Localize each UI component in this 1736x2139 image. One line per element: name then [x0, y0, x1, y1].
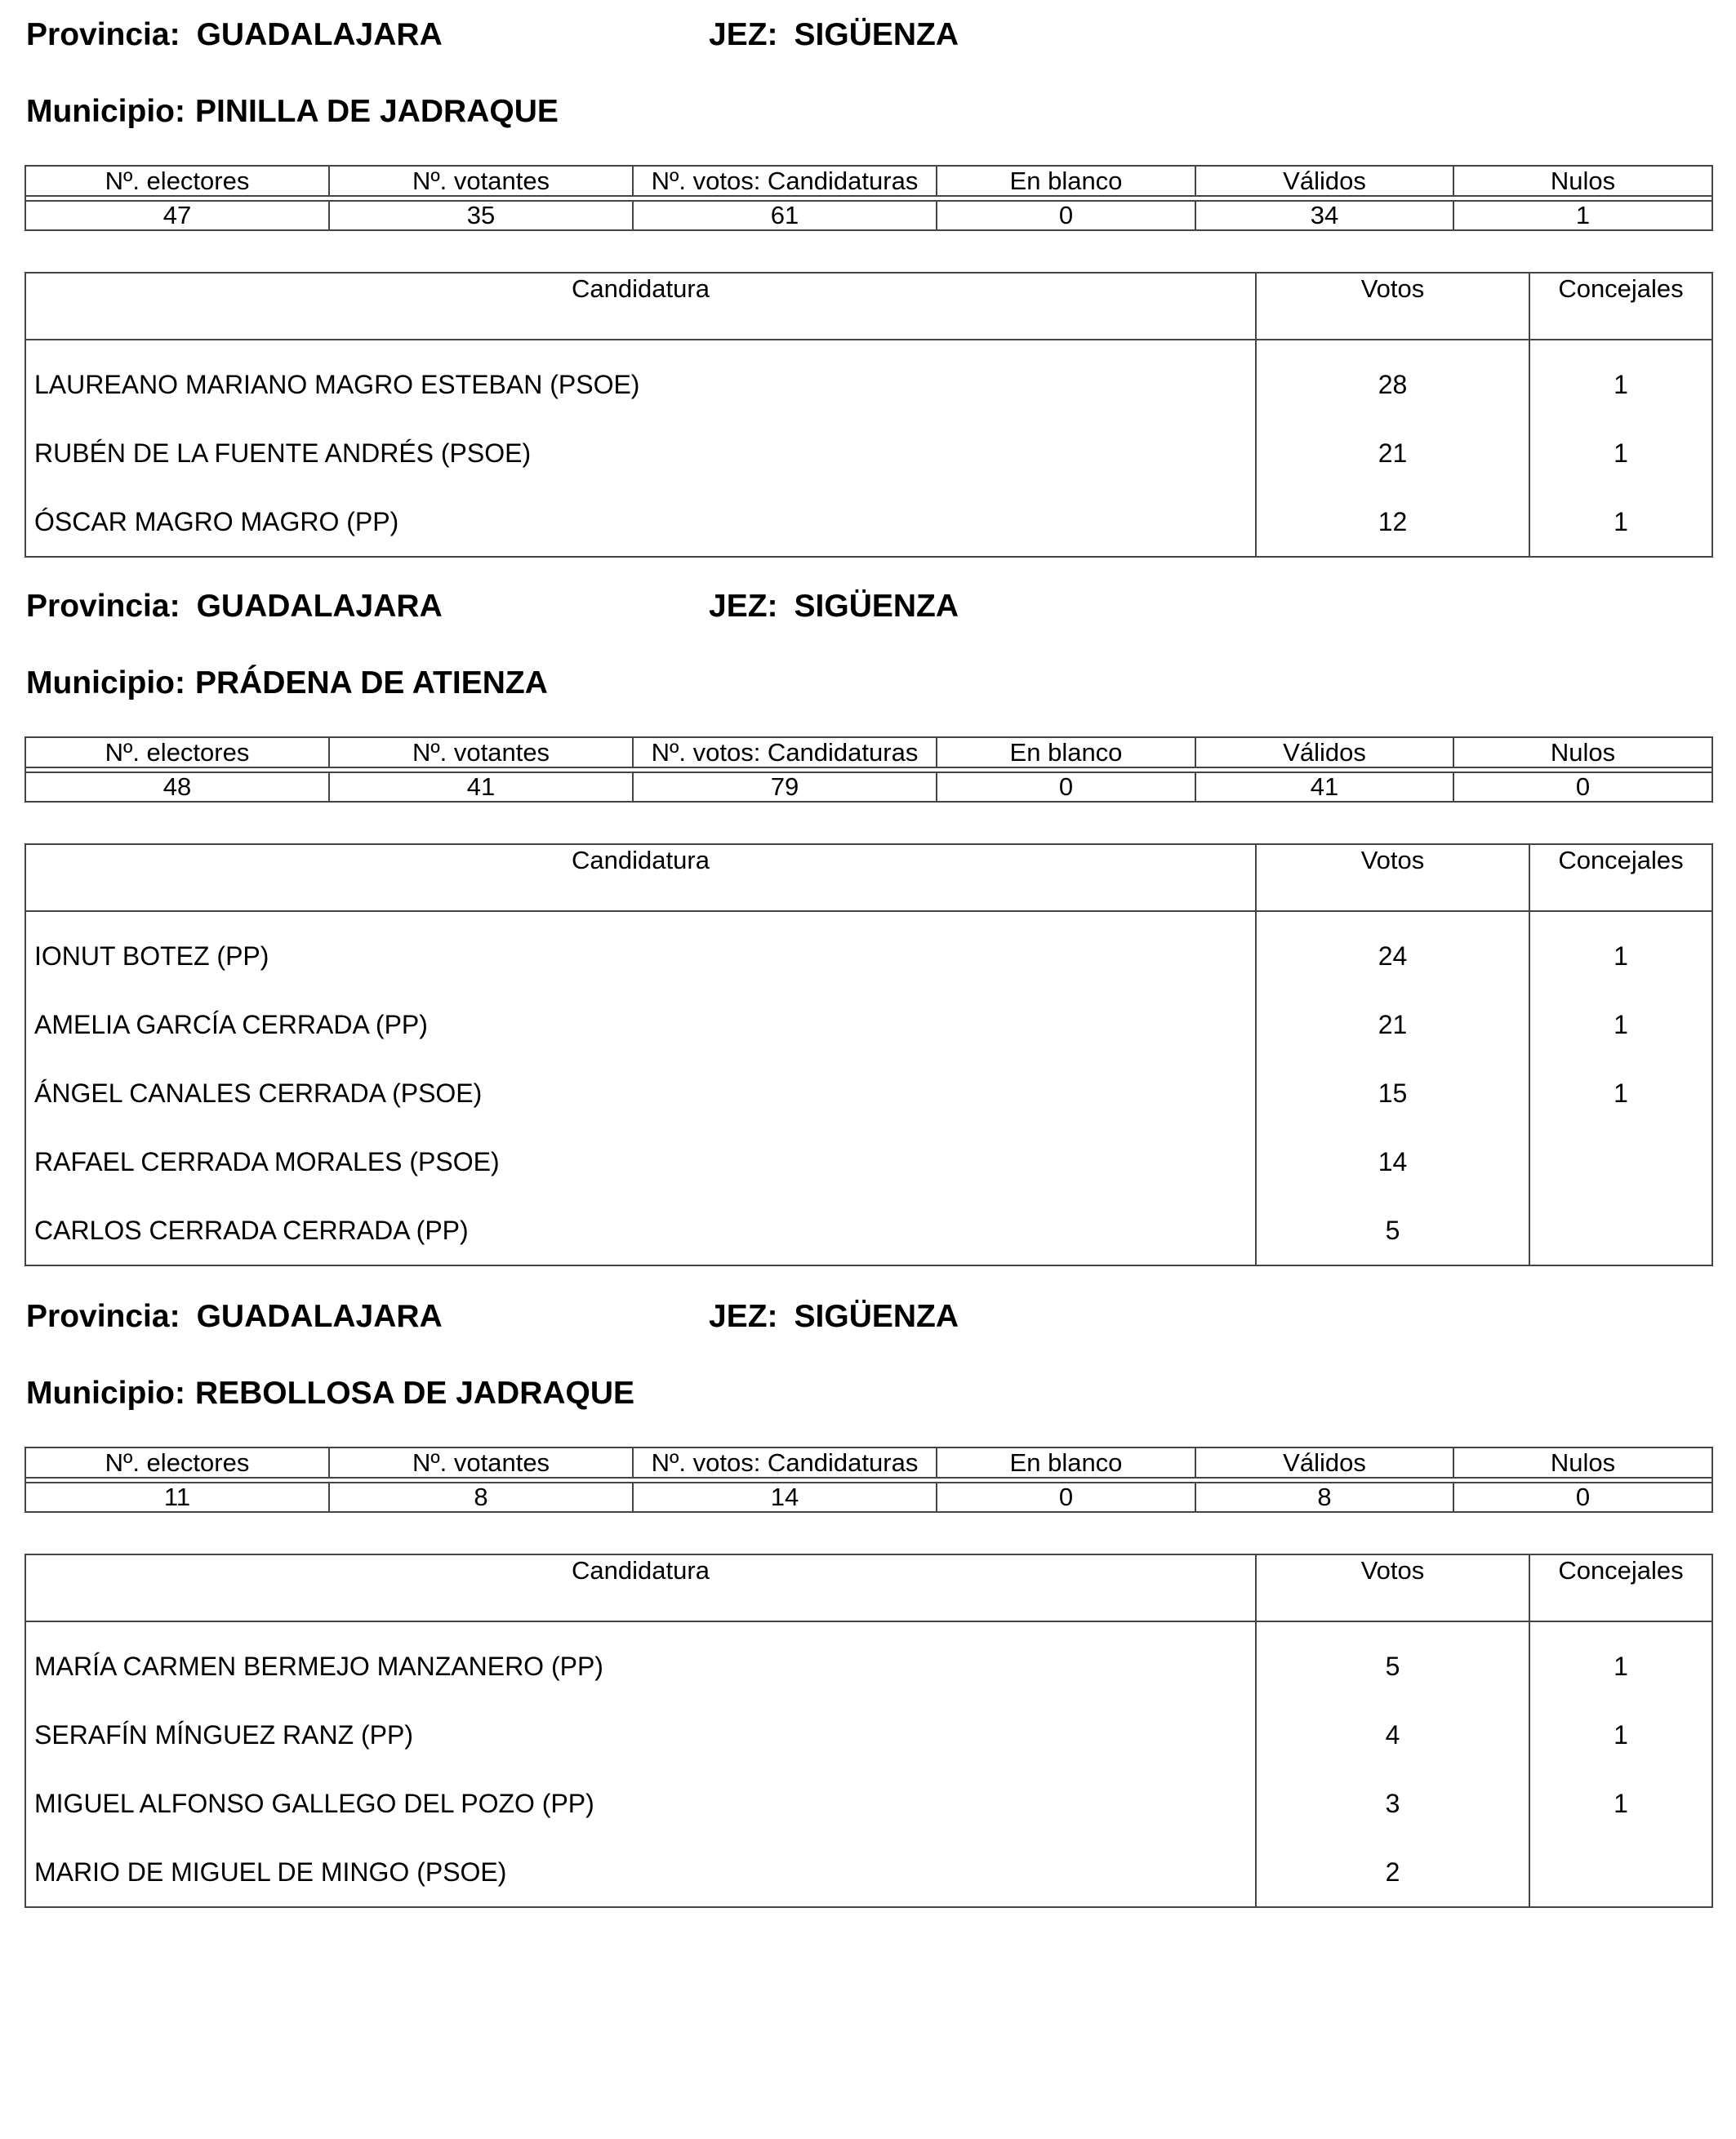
candidate-name: SERAFÍN MÍNGUEZ RANZ (PP)	[25, 1701, 1256, 1769]
municipio-label: Municipio:	[26, 1376, 185, 1411]
provincia-value: GUADALAJARA	[196, 589, 443, 624]
value-electores: 47	[25, 201, 329, 230]
value-en-blanco: 0	[937, 201, 1195, 230]
candidate-name: AMELIA GARCÍA CERRADA (PP)	[25, 990, 1256, 1059]
municipio-value: PRÁDENA DE ATIENZA	[194, 665, 548, 700]
candidate-seats	[1529, 1838, 1712, 1907]
header-en-blanco: En blanco	[937, 737, 1195, 767]
summary-table	[24, 165, 1713, 231]
candidates-table	[24, 272, 1713, 558]
provincia-line	[26, 16, 443, 54]
header-votos: Votos	[1256, 844, 1529, 911]
jez-label: JEZ:	[709, 589, 778, 624]
value-votantes: 41	[329, 772, 633, 802]
candidate-votes: 21	[1256, 419, 1529, 487]
jez-line	[709, 588, 959, 625]
summary-table	[24, 1447, 1713, 1513]
candidate-name: IONUT BOTEZ (PP)	[25, 911, 1256, 990]
candidate-name: MARÍA CARMEN BERMEJO MANZANERO (PP)	[25, 1621, 1256, 1701]
value-nulos: 0	[1453, 772, 1712, 802]
header-validos: Válidos	[1195, 1447, 1453, 1478]
candidate-seats	[1529, 1127, 1712, 1196]
header-validos: Válidos	[1195, 737, 1453, 767]
candidate-votes: 15	[1256, 1059, 1529, 1127]
header-electores: Nº. electores	[25, 1447, 329, 1478]
candidate-seats: 1	[1529, 487, 1712, 557]
provincia-label: Provincia:	[26, 1299, 180, 1334]
value-nulos: 1	[1453, 201, 1712, 230]
municipio-line	[26, 665, 548, 702]
jez-label: JEZ:	[709, 1299, 778, 1334]
header-votos-candidaturas: Nº. votos: Candidaturas	[633, 737, 937, 767]
summary-table	[24, 736, 1713, 803]
candidate-row	[25, 1701, 1712, 1769]
provincia-line	[26, 1298, 443, 1336]
candidate-row	[25, 1127, 1712, 1196]
header-votos: Votos	[1256, 1554, 1529, 1621]
candidates-table	[24, 1554, 1713, 1908]
candidate-name: ÁNGEL CANALES CERRADA (PSOE)	[25, 1059, 1256, 1127]
header-votos: Votos	[1256, 273, 1529, 340]
header-concejales: Concejales	[1529, 273, 1712, 340]
header-validos: Válidos	[1195, 166, 1453, 196]
value-votos-candidaturas: 79	[633, 772, 937, 802]
candidate-votes: 4	[1256, 1701, 1529, 1769]
header-en-blanco: En blanco	[937, 1447, 1195, 1478]
municipio-line	[26, 93, 559, 131]
candidate-name: ÓSCAR MAGRO MAGRO (PP)	[25, 487, 1256, 557]
header-votantes: Nº. votantes	[329, 1447, 633, 1478]
candidate-row	[25, 911, 1712, 990]
header-electores: Nº. electores	[25, 737, 329, 767]
candidate-seats: 1	[1529, 1621, 1712, 1701]
candidate-row	[25, 1621, 1712, 1701]
provincia-value: GUADALAJARA	[196, 17, 443, 52]
candidate-votes: 5	[1256, 1196, 1529, 1265]
header-nulos: Nulos	[1453, 166, 1712, 196]
value-validos: 41	[1195, 772, 1453, 802]
value-en-blanco: 0	[937, 1483, 1195, 1512]
municipio-label: Municipio:	[26, 665, 185, 700]
header-en-blanco: En blanco	[937, 166, 1195, 196]
candidate-seats: 1	[1529, 1701, 1712, 1769]
candidate-seats: 1	[1529, 419, 1712, 487]
header-electores: Nº. electores	[25, 166, 329, 196]
header-nulos: Nulos	[1453, 1447, 1712, 1478]
candidate-row	[25, 990, 1712, 1059]
candidate-seats: 1	[1529, 1059, 1712, 1127]
candidate-seats: 1	[1529, 990, 1712, 1059]
provincia-label: Provincia:	[26, 17, 180, 52]
candidate-name: MIGUEL ALFONSO GALLEGO DEL POZO (PP)	[25, 1769, 1256, 1838]
header-concejales: Concejales	[1529, 1554, 1712, 1621]
jez-line	[709, 1298, 959, 1336]
municipio-value: REBOLLOSA DE JADRAQUE	[194, 1376, 635, 1411]
municipio-line	[26, 1375, 634, 1412]
value-electores: 48	[25, 772, 329, 802]
candidate-votes: 14	[1256, 1127, 1529, 1196]
value-en-blanco: 0	[937, 772, 1195, 802]
header-votantes: Nº. votantes	[329, 737, 633, 767]
header-candidatura: Candidatura	[25, 273, 1256, 340]
municipio-label: Municipio:	[26, 94, 185, 129]
candidate-seats: 1	[1529, 1769, 1712, 1838]
value-validos: 8	[1195, 1483, 1453, 1512]
value-electores: 11	[25, 1483, 329, 1512]
value-validos: 34	[1195, 201, 1453, 230]
candidate-votes: 21	[1256, 990, 1529, 1059]
candidate-row	[25, 487, 1712, 557]
header-nulos: Nulos	[1453, 737, 1712, 767]
candidate-votes: 28	[1256, 340, 1529, 419]
municipio-value: PINILLA DE JADRAQUE	[194, 94, 559, 129]
jez-value: SIGÜENZA	[794, 17, 959, 52]
candidate-votes: 5	[1256, 1621, 1529, 1701]
candidate-name: MARIO DE MIGUEL DE MINGO (PSOE)	[25, 1838, 1256, 1907]
header-votos-candidaturas: Nº. votos: Candidaturas	[633, 166, 937, 196]
candidate-name: CARLOS CERRADA CERRADA (PP)	[25, 1196, 1256, 1265]
header-concejales: Concejales	[1529, 844, 1712, 911]
candidate-seats: 1	[1529, 340, 1712, 419]
header-votantes: Nº. votantes	[329, 166, 633, 196]
candidate-row	[25, 419, 1712, 487]
candidate-votes: 3	[1256, 1769, 1529, 1838]
candidate-seats	[1529, 1196, 1712, 1265]
value-nulos: 0	[1453, 1483, 1712, 1512]
provincia-value: GUADALAJARA	[196, 1299, 443, 1334]
value-votos-candidaturas: 61	[633, 201, 937, 230]
header-votos-candidaturas: Nº. votos: Candidaturas	[633, 1447, 937, 1478]
jez-value: SIGÜENZA	[794, 589, 959, 624]
candidate-name: RUBÉN DE LA FUENTE ANDRÉS (PSOE)	[25, 419, 1256, 487]
candidate-row	[25, 340, 1712, 419]
candidates-table	[24, 843, 1713, 1266]
header-candidatura: Candidatura	[25, 1554, 1256, 1621]
candidate-name: LAUREANO MARIANO MAGRO ESTEBAN (PSOE)	[25, 340, 1256, 419]
value-votantes: 35	[329, 201, 633, 230]
candidate-seats: 1	[1529, 911, 1712, 990]
candidate-votes: 12	[1256, 487, 1529, 557]
candidate-name: RAFAEL CERRADA MORALES (PSOE)	[25, 1127, 1256, 1196]
candidate-row	[25, 1059, 1712, 1127]
candidate-row	[25, 1196, 1712, 1265]
value-votantes: 8	[329, 1483, 633, 1512]
provincia-line	[26, 588, 443, 625]
candidate-row	[25, 1838, 1712, 1907]
value-votos-candidaturas: 14	[633, 1483, 937, 1512]
candidate-votes: 24	[1256, 911, 1529, 990]
candidate-row	[25, 1769, 1712, 1838]
jez-line	[709, 16, 959, 54]
candidate-votes: 2	[1256, 1838, 1529, 1907]
jez-value: SIGÜENZA	[794, 1299, 959, 1334]
jez-label: JEZ:	[709, 17, 778, 52]
header-candidatura: Candidatura	[25, 844, 1256, 911]
provincia-label: Provincia:	[26, 589, 180, 624]
